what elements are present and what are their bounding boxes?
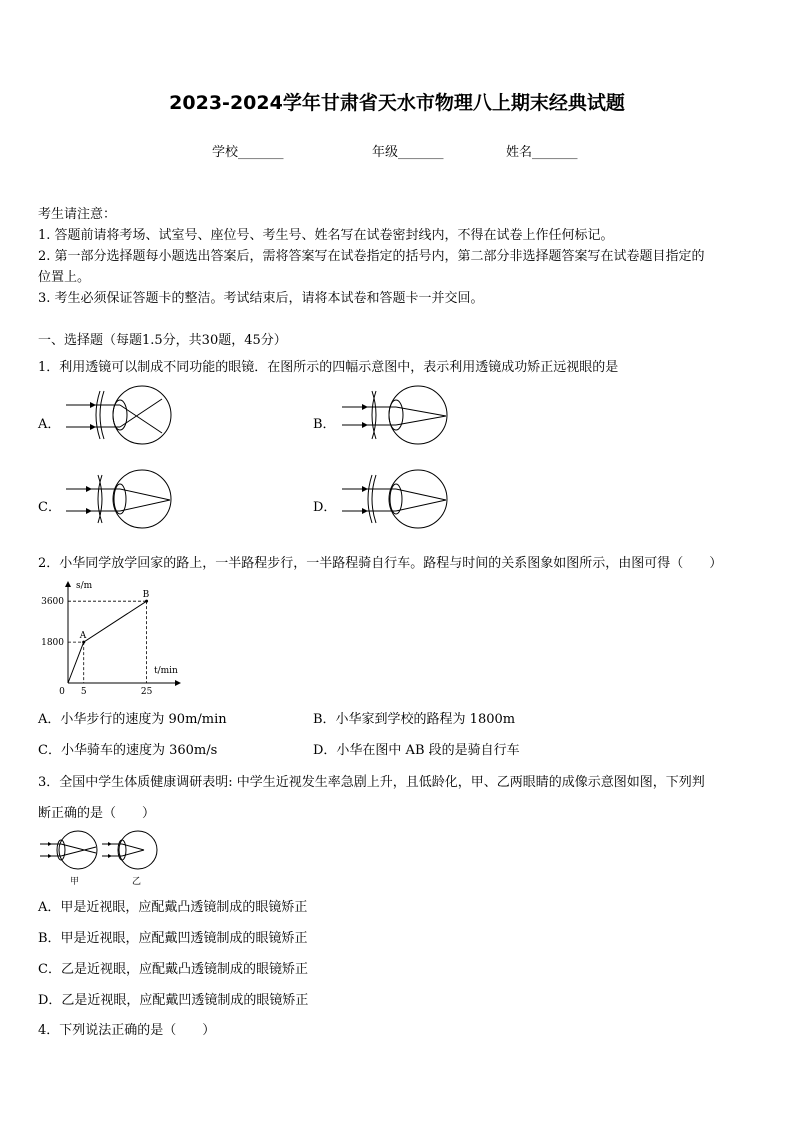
eye-diagram-b [338, 385, 456, 445]
q3-option-d: D．乙是近视眼，应配戴凹透镜制成的眼镜矫正 [38, 993, 309, 1008]
section-heading: 一、选择题（每题1.5分，共30题，45分） [38, 333, 287, 348]
point-label: B [142, 590, 150, 601]
x-tick-label: 25 [140, 687, 153, 697]
q1-option-d-label: D． [313, 500, 337, 515]
fig-label-jia: 甲 [70, 877, 80, 887]
q1-option-a-label: A． [38, 417, 61, 432]
school-field: 学校_______ [212, 145, 284, 160]
question-1-stem: 1．利用透镜可以制成不同功能的眼镜．在图所示的四幅示意图中，表示利用透镜成功矫正远视眼的是 [38, 360, 619, 375]
distance-time-chart [30, 578, 190, 698]
point-label: A [79, 631, 87, 642]
x-tick-label: 5 [80, 687, 87, 697]
q2-option-d: D．小华在图中 AB 段的是骑自行车 [313, 743, 520, 758]
q2-option-a: A．小华步行的速度为 90m/min [38, 712, 227, 727]
q2-option-c: C．小华骑车的速度为 360m/s [38, 743, 218, 758]
eye-diagram-c [62, 469, 180, 529]
q1-option-c-label: C． [38, 500, 61, 515]
y-tick-label: 3600 [41, 597, 64, 608]
question-4-stem: 4．下列说法正确的是（ ） [38, 1023, 216, 1038]
notice-heading: 考生请注意： [38, 207, 117, 222]
eye-diagram-yi [100, 830, 162, 886]
fig-label-yi: 乙 [132, 877, 142, 887]
name-field: 姓名_______ [506, 145, 578, 160]
y-tick-label: 1800 [41, 638, 64, 649]
eye-diagram-a [62, 385, 180, 445]
q2-option-b: B．小华家到学校的路程为 1800m [313, 712, 516, 727]
notice-item: 1. 答题前请将考场、试室号、座位号、考生号、姓名写在试卷密封线内，不得在试卷上作任何标记。 [38, 228, 614, 243]
q3-option-c: C．乙是近视眼，应配戴凸透镜制成的眼镜矫正 [38, 962, 308, 977]
grade-field: 年级_______ [372, 145, 444, 160]
question-3-stem-cont: 断正确的是（ ） [38, 806, 156, 821]
notice-item: 2. 第一部分选择题每小题选出答案后，需将答案写在试卷指定的括号内，第二部分非选择题答案写在试卷题目指定的 [38, 249, 705, 264]
question-2-stem: 2．小华同学放学回家的路上，一半路程步行，一半路程骑自行车。路程与时间的关系图象如图所示，由图可得（ ） [38, 556, 723, 571]
y-axis-label: s/m [76, 581, 93, 591]
page-title: 2023-2024学年甘肃省天水市物理八上期末经典试题 [169, 92, 625, 114]
question-3-stem: 3．全国中学生体质健康调研表明: 中学生近视发生率急剧上升，且低龄化，甲、乙两眼睛的成像示意图如图，下列判 [38, 775, 705, 790]
x-axis-label: t/min [154, 666, 178, 676]
q3-option-b: B．甲是近视眼，应配戴凹透镜制成的眼镜矫正 [38, 931, 308, 946]
x-tick-label: 0 [59, 687, 65, 697]
notice-item: 位置上。 [38, 270, 91, 285]
q3-option-a: A．甲是近视眼，应配戴凸透镜制成的眼镜矫正 [38, 900, 308, 915]
eye-diagram-d [338, 469, 456, 529]
notice-item: 3. 考生必须保证答题卡的整洁。考试结束后，请将本试卷和答题卡一并交回。 [38, 291, 484, 306]
q1-option-b-label: B． [313, 417, 336, 432]
eye-diagram-jia [38, 830, 100, 886]
